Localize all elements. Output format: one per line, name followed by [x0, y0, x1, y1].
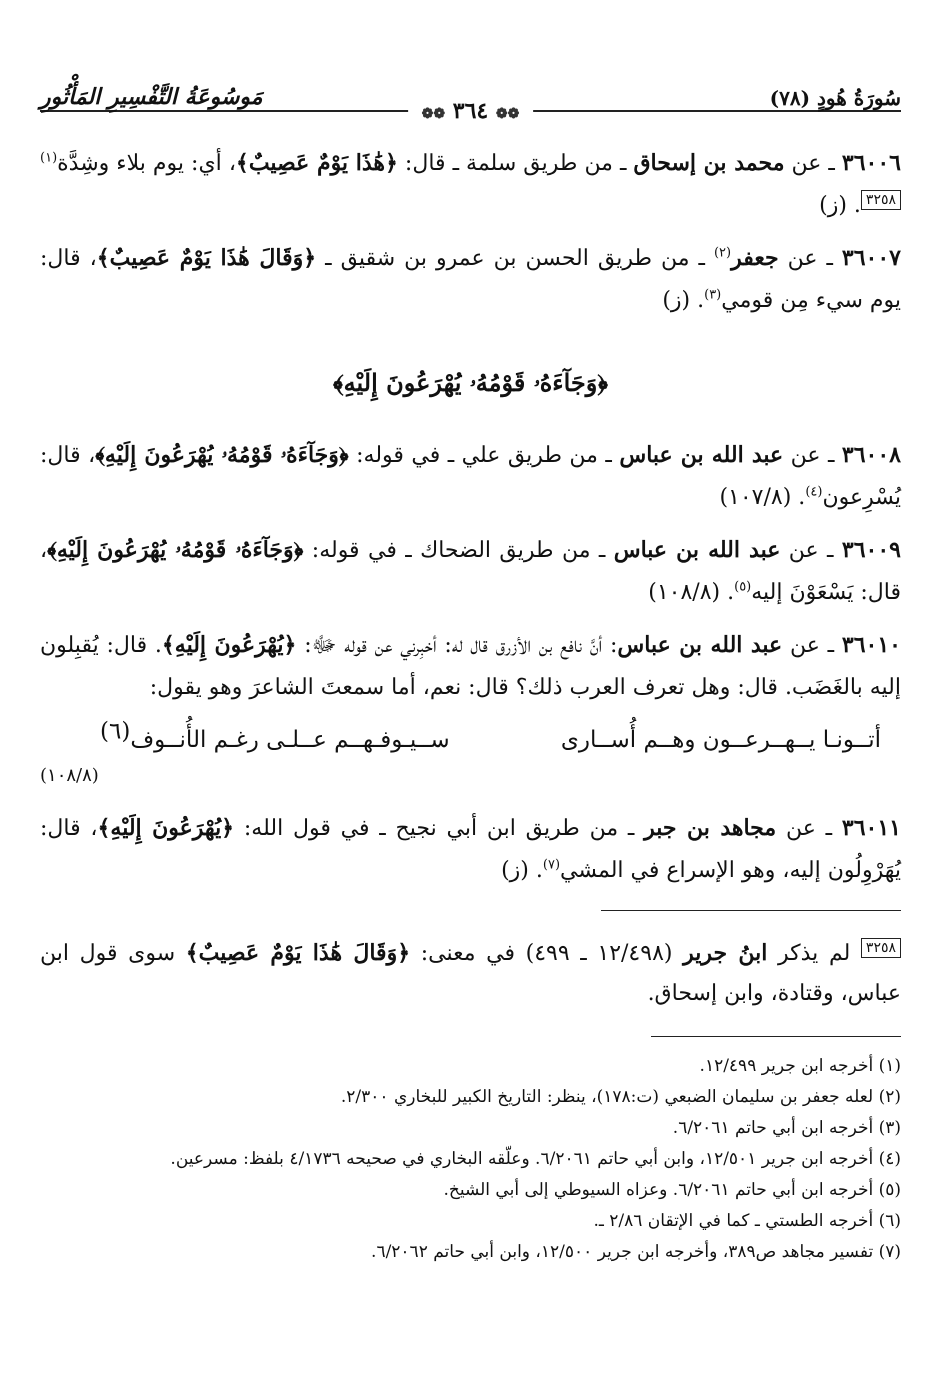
narration-entry	[40, 624, 901, 709]
footnote-marker: (٥)	[734, 579, 752, 595]
footnotes	[40, 1051, 901, 1268]
quran-quote: ﴿وَجَآءَهُۥ قَوْمُهُۥ يُهْرَعُونَ إِلَيْهِ﴾	[95, 442, 349, 468]
footnote: (٥) أخرجه ابن أبي حاتم ٦/٢٠٦١. وعزاه السيوطي إلى أبي الشيخ.	[443, 1180, 901, 1200]
footnote: (٧) تفسير مجاهد ص٣٨٩، وأخرجه ابن جرير ١٢/٥٠٠، وابن أبي حاتم ٦/٢٠٦٢.	[371, 1242, 901, 1262]
entry-text: . (ز)	[819, 193, 861, 218]
entry-text: . (ز)	[662, 288, 705, 313]
page-body	[40, 142, 901, 1268]
footnote: (٦) أخرجه الطستي ـ كما في الإتقان ٢/٨٦ ـ.	[593, 1211, 901, 1231]
quran-quote: ﴿هَٰذَا يَوْمٌ عَصِيبٌ﴾	[235, 150, 398, 176]
footnote: (٢) لعله جعفر بن سليمان الضبعي (ت:١٧٨)، ينظر: التاريخ الكبير للبخاري ٢/٣٠٠.	[340, 1087, 901, 1107]
entry-text: . (١٠٨/٨)	[648, 580, 735, 605]
entry-text: ـ من طريق علي ـ في قوله:	[348, 443, 620, 468]
series-title: مَوسُوعَةُ التَّفْسِيرِ المَأْثُورِ	[40, 84, 263, 110]
commentary-divider	[601, 910, 901, 911]
page-number: ٣٦٤	[452, 98, 489, 124]
narration-entry	[40, 434, 901, 519]
entry-text: ـ عن	[778, 246, 842, 271]
footnote-marker: (٢)	[713, 245, 732, 261]
poem-text: ســيـوفـهــم عــلـى رغـم الأُنــوف	[130, 727, 450, 753]
entry-number: ٣٦٠١٠	[841, 632, 901, 658]
narrator-name: مجاهد بن جبر	[644, 815, 777, 841]
entry-text: ـ عن	[783, 443, 842, 468]
commentary-text: سوى قول ابن عباس، وقتادة، وابن إسحاق.	[40, 941, 901, 1006]
narrator-name: محمد بن إسحاق	[633, 150, 785, 176]
poem-reference: (١٠٨/٨)	[40, 765, 99, 786]
footnote-marker: (٧)	[542, 857, 561, 873]
quran-quote: ﴿يُهْرَعُونَ إِلَيْهِ﴾	[161, 632, 297, 658]
commentary-note	[40, 933, 901, 1014]
quran-quote: ﴿وَجَآءَهُۥ قَوْمُهُۥ يُهْرَعُونَ إِلَيْهِ﴾	[47, 537, 304, 563]
author-name: ابنُ جرير	[683, 940, 768, 966]
entry-text: ـ عن	[780, 538, 842, 563]
entry-text: . (ز)	[501, 858, 543, 883]
entry-number: ٣٦٠٠٩	[841, 537, 901, 563]
entry-number: ٣٦٠٠٦	[841, 150, 901, 176]
narration-entry	[40, 807, 901, 892]
footnote: (١) أخرجه ابن جرير ١٢/٤٩٩.	[699, 1056, 901, 1076]
narrator-name: عبد الله بن عباس	[617, 632, 783, 658]
entry-text: ـ من طريق ابن أبي نجيح ـ في قول الله:	[234, 816, 645, 841]
narrator-name: عبد الله بن عباس	[613, 537, 781, 563]
entry-text: ، قال: يَسْعَوْنَ إليه	[40, 538, 901, 605]
surah-title: سُورَةُ هُودٍ (٧٨)	[769, 86, 901, 110]
entry-text: ، قال: يوم سيء مِن قومي	[40, 246, 901, 313]
entry-text: ، قال: يُسْرِعون	[40, 443, 901, 510]
entry-text: ، قال: يُهَرْوِلُون إليه، وهو الإسراع في المشي	[40, 816, 901, 883]
entry-text: ـ من طريق الضحاك ـ في قوله:	[303, 538, 614, 563]
entry-number: ٣٦٠٠٨	[841, 442, 901, 468]
narration-entry	[40, 142, 901, 227]
footnote-marker: (٦)	[100, 718, 131, 745]
footnote-marker: (١)	[40, 150, 58, 166]
entry-number: ٣٦٠١١	[841, 815, 901, 841]
footnote-marker: (٤)	[805, 484, 823, 500]
ornament-icon: ❁❁	[421, 106, 446, 122]
footnote: (٤) أخرجه ابن جرير ١٢/٥٠١، وابن أبي حاتم ٦/٢٠٦١. وعلّقه البخاري في صحيحه ٤/١٧٣٦ بلفظ: مسرعين.	[170, 1149, 901, 1169]
footnotes-divider	[651, 1036, 901, 1037]
commentary-ref-box: ٣٢٥٨	[861, 190, 901, 210]
ornament-icon: ❁❁	[495, 106, 520, 122]
narrator-name: عبد الله بن عباس	[619, 442, 784, 468]
narration-entry	[40, 529, 901, 614]
page-number-box	[408, 98, 534, 124]
verse-heading: ﴿وَجَآءَهُۥ قَوْمُهُۥ يُهْرَعُونَ إِلَيْهِ﴾	[333, 368, 608, 397]
entry-text: ، أي: يوم بلاء وشِدَّة	[57, 151, 236, 176]
entry-text: . (١٠٧/٨)	[719, 485, 806, 510]
poem-hemistich-2	[100, 719, 450, 761]
entry-text: ـ من طريق سلمة ـ قال:	[397, 151, 634, 176]
entry-text: . قال: يُقبِلون إليه بالغَضَب. قال: وهل تعرف العرب ذلك؟ قال: نعم، أما سمعتَ الشاعرَ وهو يقول:	[40, 633, 901, 700]
narration-entry	[40, 237, 901, 322]
quran-quote: ﴿وَقَالَ هَٰذَا يَوْمٌ عَصِيبٌ﴾	[96, 245, 317, 271]
footnote: (٣) أخرجه ابن أبي حاتم ٦/٢٠٦١.	[672, 1118, 901, 1138]
page-header	[40, 60, 901, 124]
entry-text: ـ عن	[776, 816, 842, 841]
entry-text: ـ من طريق الحسن بن عمرو بن شقيق ـ	[316, 246, 714, 271]
poem-hemistich-1: أتــونـا يــهــرعــون وهــم أُســارى	[560, 727, 881, 753]
commentary-text: (١٢/٤٩٨ ـ ٤٩٩) في معنى:	[410, 941, 684, 966]
quran-quote: ﴿وَقَالَ هَٰذَا يَوْمٌ عَصِيبٌ﴾	[185, 940, 411, 966]
commentary-ref-box: ٣٢٥٨	[861, 938, 901, 958]
entry-number: ٣٦٠٠٧	[841, 245, 901, 271]
book-page	[40, 60, 901, 1268]
commentary-text: لم يذكر	[767, 941, 861, 966]
entry-text: : أنَّ نافع بن الأزرق قال له: أخبِرني عن قوله ﷻ:	[296, 633, 618, 658]
entry-text: ـ عن	[784, 151, 842, 176]
narrator-name: جعفر	[731, 245, 779, 271]
quran-quote: ﴿يُهْرَعُونَ إِلَيْهِ﴾	[97, 815, 235, 841]
footnote-marker: (٣)	[704, 287, 722, 303]
entry-text: ـ عن	[782, 633, 842, 658]
